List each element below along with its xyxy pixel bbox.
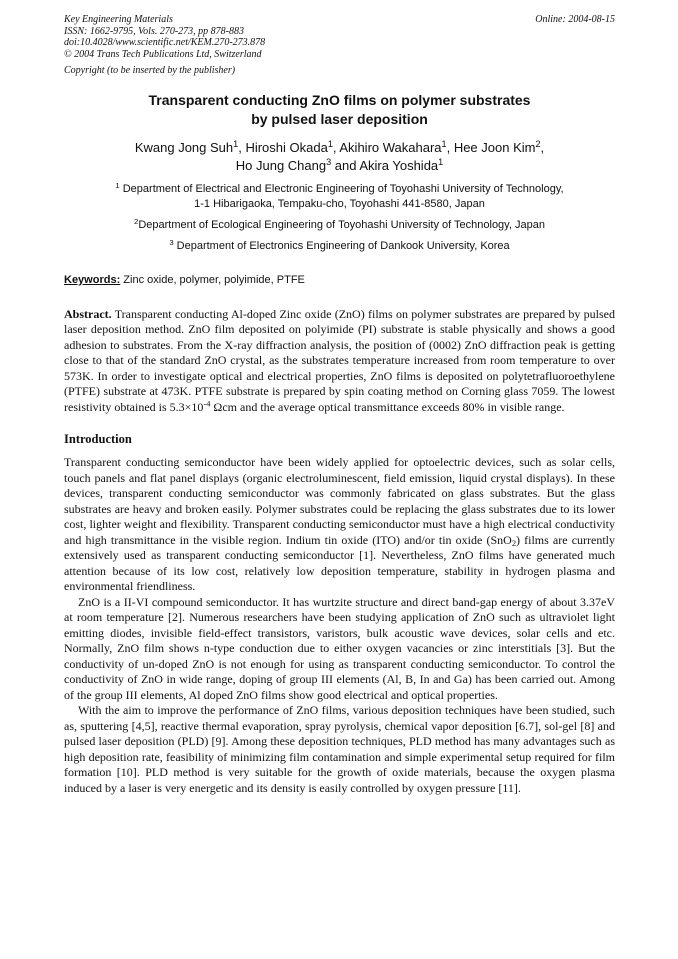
abstract-label: Abstract. [64,306,112,321]
author-name: Akihiro Wakahara [339,139,442,155]
author-name: Ho Jung Chang [235,157,327,173]
author-affiliation-mark: 2 [535,138,541,149]
author-name: Kwang Jong Suh [134,139,234,155]
keywords-text: Zinc oxide, polymer, polyimide, PTFE [120,273,305,286]
author-affiliation-mark: 1 [327,138,333,149]
subscript: 2 [511,539,516,549]
affiliation-1 [64,182,615,212]
affiliation-2 [64,218,615,233]
abstract: Abstract. Transparent conducting Al-doped Zinc oxide (ZnO) films on polymer substrates are prepared by pulsed laser deposition method. ZnO film deposited on polyimide (PI) substrate is stable physically and shows a good adhesion to substrates. From the X-ray diffraction analysis, the position of (0002) ZnO diffraction peak is getting close to that of the standard ZnO crystal, as the substrates temperature increased from room temperature to over 573K. In order to investigate optical and electrical properties, ZnO films is deposited on polytetrafluoroethylene (PTFE) substrate at 473K. PTFE substrate is prepared by spin coating method on Corning glass 7059. The lowest resistivity obtained is $5.3\times 10^{-4}$ Ωcm and the average optical transmittance exceeds 80% in visible range. [64,306,615,414]
author-affiliation-mark: 1 [233,138,239,149]
author-name: Hee Joon Kim [453,139,536,155]
journal-header [64,14,615,77]
author-name: Akira Yoshida [359,157,439,173]
issn-line: ISSN: 1662-9795, Vols. 270-273, pp 878-883 [64,25,244,37]
paper-page [64,14,615,796]
author-line-2: Ho Jung Chang$^3$ and Akira Yoshida$^1$ [235,156,444,173]
title-line-2: by pulsed laser deposition [251,110,428,127]
introduction-paragraph-1: Transparent conducting semiconductor have been widely applied for optoelectric devices, such as solar cells, touch panels and flat panel displays (organic electroluminescent, field emission, liquid crystal displays). In these devices, transparent conducting semiconductor was commonly fabricated on glass substrates. But the glass substrates are heavy and broken easily. Polymer substrates could be replacing the glass substrates due to its lower cost, lighter weight and flexibility. Transparent conducting semiconductor must have a high electrical conductivity and high transmittance in the visible region. Indium tin oxide (ITO) and/or tin oxide (SnO$_2$) films are currently extensively used as transparent conducting semiconductor [1]. Nevertheless, ZnO films have generated much attention because of its low cost, relatively low deposition temperature, stability in hydrogen plasma and environmental friendliness. [64,455,616,594]
title-line-1: Transparent conducting ZnO films on polymer substrates [148,91,531,108]
affiliation-mark: 3 [169,237,174,247]
affiliation-3 [64,239,615,254]
publisher-note: Copyright (to be inserted by the publisher) [64,65,236,77]
keywords-label: Keywords: [64,273,121,286]
journal-name: Key Engineering Materials [64,14,173,25]
keywords-line [64,274,615,286]
copyright-line: © 2004 Trans Tech Publications Ltd, Switzerland [64,48,262,60]
introduction-paragraph-3: With the aim to improve the performance of ZnO films, various deposition techniques have been studied, such as, sputtering [4,5], reactive thermal evaporation, spray pyrolysis, chemical vapor deposition [6.7], sol-gel [8] and pulsed laser deposition (PLD) [9]. Among these deposition techniques, PLD method has many advantages such as high deposition rate, feasibility of minimizing film contamination and simple experimental setup required for film formation [10]. PLD method is very suitable for the growth of oxide materials, because the oxygen plasma induced by a laser is very energetic and its density is easily controlled by oxygen pressure [11]. [64,703,615,795]
affiliation-text: Department of Electrical and Electronic Engineering of Toyohashi University of Technology, [122,182,564,195]
paper-title [64,91,615,129]
exponent: -4 [203,399,211,409]
author-line-1: Kwang Jong Suh$^1$, Hiroshi Okada$^1$, Akihiro Wakahara$^1$, Hee Joon Kim$^2$, [134,138,545,155]
affiliation-text: Department of Ecological Engineering of Toyohashi University of Technology, Japan [138,218,545,231]
author-affiliation-mark: 1 [441,138,447,149]
doi-line[interactable]: doi:10.4028/www.scientific.net/KEM.270-273.878 [64,37,266,49]
author-list [64,139,615,175]
affiliation-address: 1-1 Hibarigaoka, Tempaku-cho, Toyohashi 441-8580, Japan [194,197,485,210]
affiliation-mark: 2 [134,216,139,226]
affiliation-mark: 1 [115,180,120,190]
author-name: Hiroshi Okada [245,139,328,155]
author-affiliation-mark: 3 [326,156,332,167]
introduction-paragraph-2: ZnO is a II-VI compound semiconductor. It has wurtzite structure and direct band-gap energy of about 3.37eV at room temperature [2]. Numerous researchers have been studying application of ZnO such as ultraviolet light emitting diodes, invisible field-effect transistors, varistors, bulk acoustic wave devices, solar cells and etc. Normally, ZnO film shows n-type conduction due to either oxygen vacancies or zinc interstitials [3]. But the conductivity of un-doped ZnO is not enough for using as transparent conducting semiconductor. To control the conductivity of ZnO in wide range, doping of group III elements (Al, B, In and Ga) has been carried out. Among of the group III elements, Al doped ZnO films show good electrical and optical properties. [64,594,615,702]
introduction-heading: Introduction [64,432,132,447]
affiliation-text: Department of Electronics Engineering of Dankook University, Korea [176,239,510,252]
author-affiliation-mark: 1 [438,156,444,167]
online-date: Online: 2004-08-15 [535,14,615,25]
